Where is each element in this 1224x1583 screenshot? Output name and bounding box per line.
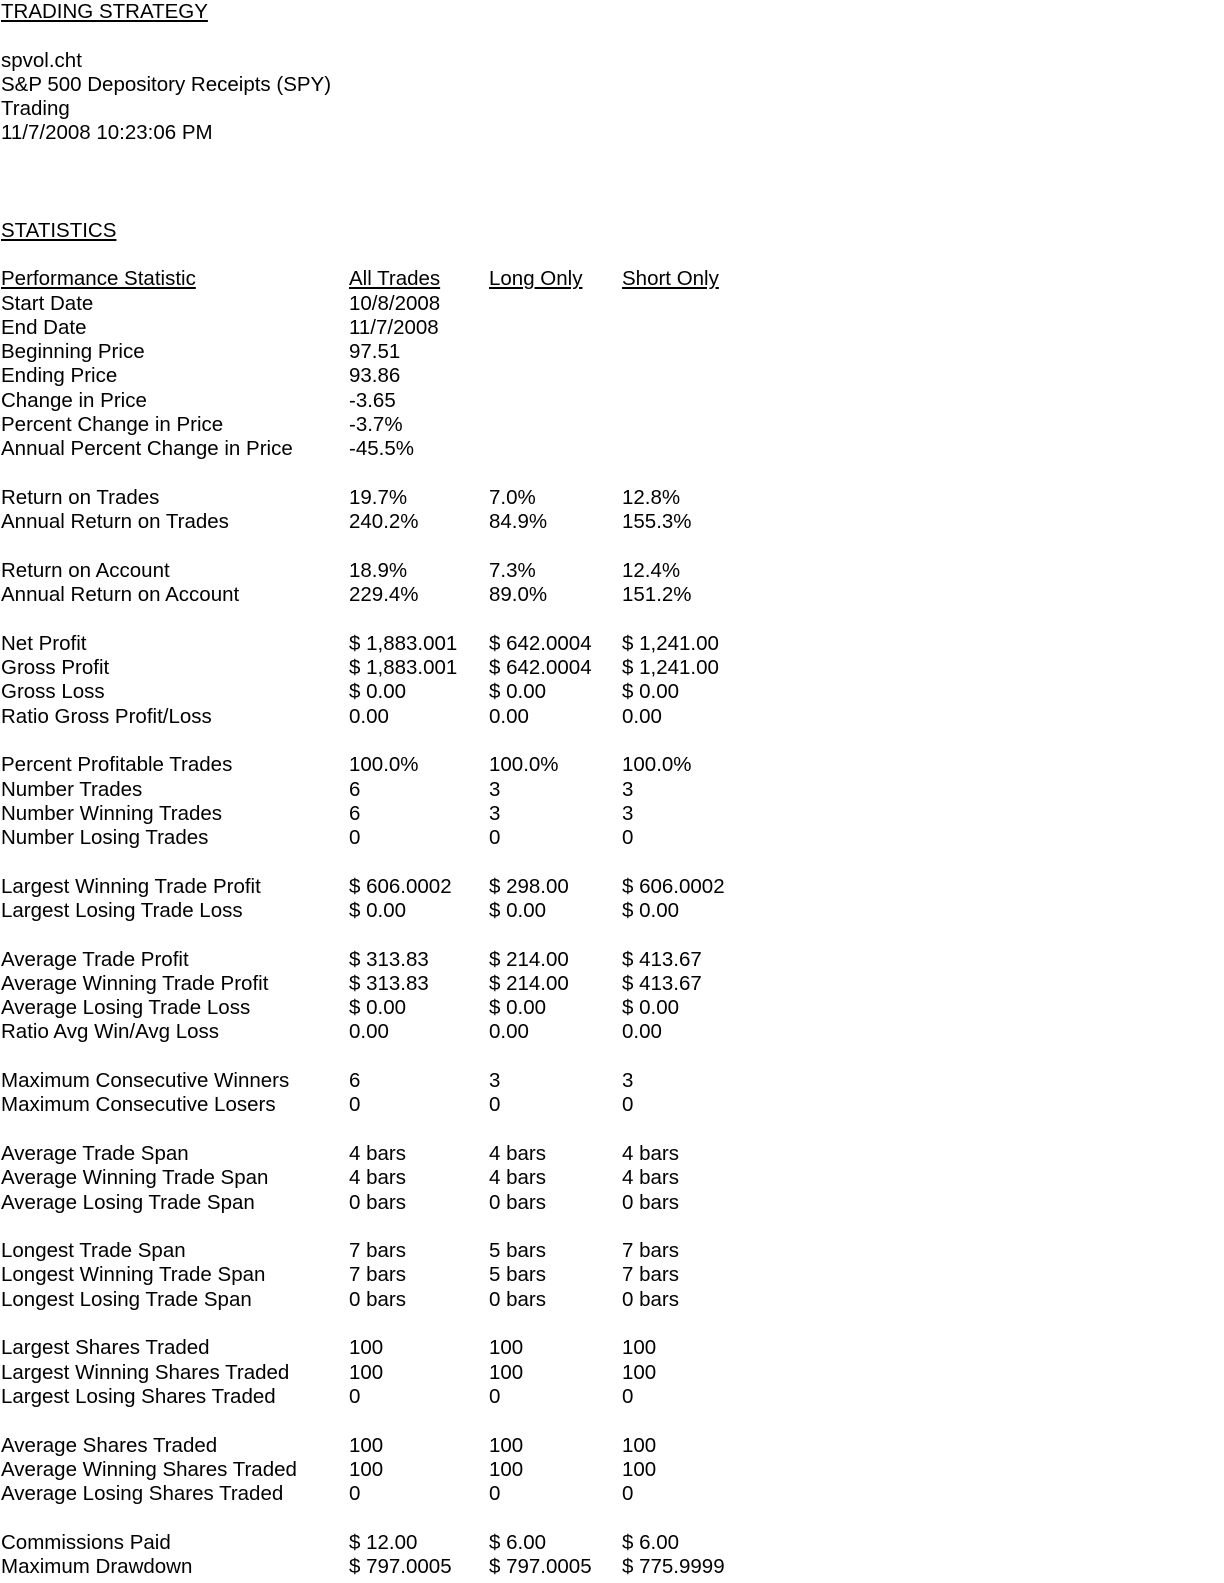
statistics-table-body: [1, 292, 1201, 1580]
statistics-row: [1, 1336, 1201, 1360]
all-trades-value: 0.00: [349, 704, 389, 728]
long-only-value: 0.00: [489, 1020, 529, 1044]
long-only-value: $ 6.00: [489, 1530, 546, 1554]
statistics-row: [1, 1166, 1201, 1190]
statistics-row: [1, 1555, 1201, 1579]
statistic-label: Average Losing Trade Loss: [1, 996, 251, 1020]
statistics-row: [1, 316, 1201, 340]
statistic-label: Average Winning Trade Profit: [1, 971, 269, 995]
all-trades-value: $ 0.00: [349, 898, 406, 922]
short-only-value: 12.4%: [622, 558, 681, 582]
all-trades-value: 100: [349, 1336, 384, 1360]
chart-file-name: spvol.cht: [1, 48, 82, 72]
long-only-value: 0.00: [489, 704, 529, 728]
long-only-value: 100: [489, 1457, 524, 1481]
statistics-row: [1, 948, 1201, 972]
statistics-row: [1, 972, 1201, 996]
short-only-value: 0 bars: [622, 1287, 679, 1311]
statistics-row: [1, 875, 1201, 899]
statistic-label: Gross Profit: [1, 656, 110, 680]
all-trades-value: 11/7/2008: [349, 315, 439, 339]
long-only-value: $ 0.00: [489, 680, 546, 704]
group-spacer: [1, 1409, 1201, 1433]
statistics-row: [1, 632, 1201, 656]
statistics-row: [1, 996, 1201, 1020]
all-trades-value: 6: [349, 801, 361, 825]
statistic-label: Average Winning Trade Span: [1, 1166, 269, 1190]
statistics-row: [1, 1020, 1201, 1044]
statistic-label: Average Winning Shares Traded: [1, 1457, 297, 1481]
statistics-row: [1, 802, 1201, 826]
short-only-value: 0: [622, 826, 634, 850]
long-only-value: 0: [489, 1384, 501, 1408]
short-only-value: $ 0.00: [622, 680, 679, 704]
statistics-row: [1, 1385, 1201, 1409]
group-spacer: [1, 1312, 1201, 1336]
statistic-label: Return on Trades: [1, 485, 160, 509]
all-trades-value: $ 1,883.001: [349, 656, 458, 680]
group-spacer: [1, 923, 1201, 947]
all-trades-value: $ 313.83: [349, 947, 429, 971]
all-trades-value: 97.51: [349, 340, 401, 364]
long-only-value: 5 bars: [489, 1263, 546, 1287]
all-trades-value: $ 12.00: [349, 1530, 418, 1554]
all-trades-value: 100: [349, 1457, 384, 1481]
all-trades-value: 0: [349, 1384, 361, 1408]
report-timestamp: 11/7/2008 10:23:06 PM: [1, 121, 213, 145]
all-trades-value: 7 bars: [349, 1239, 406, 1263]
short-only-value: $ 775.9999: [622, 1555, 725, 1578]
short-only-value: 0.00: [622, 704, 662, 728]
statistic-label: Average Losing Trade Span: [1, 1190, 255, 1214]
all-trades-value: 100: [349, 1433, 384, 1457]
column-header-long-only: Long Only: [489, 267, 583, 291]
short-only-value: 151.2%: [622, 583, 692, 607]
statistics-row: [1, 826, 1201, 850]
all-trades-value: $ 313.83: [349, 971, 429, 995]
short-only-value: 0 bars: [622, 1190, 679, 1214]
statistic-label: Percent Change in Price: [1, 413, 224, 437]
short-only-value: 0.00: [622, 1020, 662, 1044]
short-only-value: 4 bars: [622, 1166, 679, 1190]
short-only-value: $ 0.00: [622, 996, 679, 1020]
statistic-label: Largest Losing Shares Traded: [1, 1384, 276, 1408]
statistic-label: Largest Losing Trade Loss: [1, 898, 243, 922]
long-only-value: 0: [489, 1482, 501, 1506]
long-only-value: 3: [489, 1069, 501, 1093]
long-only-value: 3: [489, 777, 501, 801]
all-trades-value: -3.65: [349, 388, 396, 412]
group-spacer: [1, 462, 1201, 486]
all-trades-value: 6: [349, 1069, 361, 1093]
statistics-row: [1, 486, 1201, 510]
all-trades-value: 10/8/2008: [349, 291, 441, 315]
all-trades-value: 6: [349, 777, 361, 801]
long-only-value: $ 642.0004: [489, 656, 592, 680]
statistics-row: [1, 1482, 1201, 1506]
short-only-value: $ 606.0002: [622, 874, 725, 898]
group-spacer: [1, 535, 1201, 559]
all-trades-value: $ 797.0005: [349, 1555, 452, 1578]
statistics-row: [1, 705, 1201, 729]
statistic-label: Largest Winning Shares Traded: [1, 1360, 290, 1384]
statistics-row: [1, 1069, 1201, 1093]
statistics-row: [1, 583, 1201, 607]
short-only-value: $ 0.00: [622, 898, 679, 922]
statistic-label: Average Shares Traded: [1, 1433, 218, 1457]
statistics-section-title: STATISTICS: [1, 218, 117, 242]
statistic-label: Annual Return on Account: [1, 583, 240, 607]
long-only-value: 3: [489, 801, 501, 825]
short-only-value: 100: [622, 1360, 657, 1384]
statistics-row: [1, 340, 1201, 364]
group-spacer: [1, 850, 1201, 874]
short-only-value: 100: [622, 1433, 657, 1457]
spacer: [1, 243, 1201, 267]
statistic-label: Return on Account: [1, 558, 170, 582]
statistic-label: Ratio Avg Win/Avg Loss: [1, 1020, 220, 1044]
statistic-label: Number Losing Trades: [1, 826, 209, 850]
spacer: [1, 24, 1201, 48]
short-only-value: $ 413.67: [622, 971, 702, 995]
short-only-value: 155.3%: [622, 510, 692, 534]
short-only-value: 12.8%: [622, 485, 681, 509]
statistic-label: Change in Price: [1, 388, 147, 412]
long-only-value: 100: [489, 1336, 524, 1360]
long-only-value: $ 0.00: [489, 898, 546, 922]
long-only-value: 0 bars: [489, 1287, 546, 1311]
short-only-value: $ 413.67: [622, 947, 702, 971]
statistics-row: [1, 1531, 1201, 1555]
all-trades-value: $ 0.00: [349, 996, 406, 1020]
all-trades-value: 7 bars: [349, 1263, 406, 1287]
statistics-row: [1, 1142, 1201, 1166]
statistics-row: [1, 364, 1201, 388]
short-only-value: $ 6.00: [622, 1530, 679, 1554]
statistics-row: [1, 753, 1201, 777]
all-trades-value: 100.0%: [349, 753, 419, 777]
statistic-label: Annual Return on Trades: [1, 510, 229, 534]
long-only-value: 100: [489, 1360, 524, 1384]
statistic-label: Longest Winning Trade Span: [1, 1263, 266, 1287]
all-trades-value: 0: [349, 1093, 361, 1117]
long-only-value: $ 0.00: [489, 996, 546, 1020]
all-trades-value: 93.86: [349, 364, 401, 388]
long-only-value: $ 298.00: [489, 874, 569, 898]
report-page: [1, 0, 1201, 1579]
statistic-label: Maximum Consecutive Losers: [1, 1093, 276, 1117]
statistic-label: Start Date: [1, 291, 94, 315]
all-trades-value: 4 bars: [349, 1141, 406, 1165]
all-trades-value: $ 606.0002: [349, 874, 452, 898]
column-header-short-only: Short Only: [622, 267, 719, 291]
statistics-row: [1, 680, 1201, 704]
group-spacer: [1, 729, 1201, 753]
spacer: [1, 194, 1201, 218]
all-trades-value: 0 bars: [349, 1287, 406, 1311]
short-only-value: 7 bars: [622, 1263, 679, 1287]
statistic-label: Number Trades: [1, 777, 143, 801]
short-only-value: 0: [622, 1093, 634, 1117]
statistic-label: Commissions Paid: [1, 1530, 171, 1554]
statistics-row: [1, 1263, 1201, 1287]
statistic-label: Number Winning Trades: [1, 801, 223, 825]
report-mode: Trading: [1, 97, 70, 121]
statistic-label: Largest Shares Traded: [1, 1336, 210, 1360]
statistics-row: [1, 510, 1201, 534]
all-trades-value: 19.7%: [349, 485, 408, 509]
statistics-row: [1, 389, 1201, 413]
statistic-label: Percent Profitable Trades: [1, 753, 233, 777]
long-only-value: 5 bars: [489, 1239, 546, 1263]
statistic-label: Average Trade Span: [1, 1141, 189, 1165]
statistic-label: Gross Loss: [1, 680, 105, 704]
all-trades-value: 0 bars: [349, 1190, 406, 1214]
long-only-value: 100.0%: [489, 753, 559, 777]
all-trades-value: 100: [349, 1360, 384, 1384]
group-spacer: [1, 1118, 1201, 1142]
long-only-value: 0 bars: [489, 1190, 546, 1214]
short-only-value: 100.0%: [622, 753, 692, 777]
statistics-row: [1, 1191, 1201, 1215]
all-trades-value: 0: [349, 826, 361, 850]
statistic-label: Longest Trade Span: [1, 1239, 186, 1263]
column-header-statistic: Performance Statistic: [1, 267, 196, 291]
statistics-header-row: [1, 267, 1201, 291]
short-only-value: 100: [622, 1457, 657, 1481]
short-only-value: 0: [622, 1384, 634, 1408]
statistics-row: [1, 899, 1201, 923]
short-only-value: 0: [622, 1482, 634, 1506]
long-only-value: 7.3%: [489, 558, 536, 582]
long-only-value: 4 bars: [489, 1141, 546, 1165]
long-only-value: $ 797.0005: [489, 1555, 592, 1578]
statistic-label: Largest Winning Trade Profit: [1, 874, 261, 898]
short-only-value: 3: [622, 801, 634, 825]
long-only-value: $ 214.00: [489, 971, 569, 995]
statistics-row: [1, 413, 1201, 437]
statistics-row: [1, 1361, 1201, 1385]
short-only-value: 100: [622, 1336, 657, 1360]
statistic-label: Net Profit: [1, 631, 87, 655]
statistic-label: Annual Percent Change in Price: [1, 437, 293, 461]
statistics-row: [1, 437, 1201, 461]
short-only-value: $ 1,241.00: [622, 656, 719, 680]
statistic-label: Ending Price: [1, 364, 118, 388]
all-trades-value: $ 0.00: [349, 680, 406, 704]
all-trades-value: 0: [349, 1482, 361, 1506]
short-only-value: 3: [622, 777, 634, 801]
group-spacer: [1, 1506, 1201, 1530]
statistic-label: Average Losing Shares Traded: [1, 1482, 284, 1506]
long-only-value: 89.0%: [489, 583, 548, 607]
long-only-value: 4 bars: [489, 1166, 546, 1190]
statistics-row: [1, 1458, 1201, 1482]
statistics-row: [1, 778, 1201, 802]
all-trades-value: 4 bars: [349, 1166, 406, 1190]
statistic-label: Average Trade Profit: [1, 947, 189, 971]
all-trades-value: -3.7%: [349, 413, 403, 437]
long-only-value: $ 214.00: [489, 947, 569, 971]
short-only-value: $ 1,241.00: [622, 631, 719, 655]
group-spacer: [1, 1215, 1201, 1239]
report-title: TRADING STRATEGY: [1, 0, 208, 23]
statistics-row: [1, 1239, 1201, 1263]
statistics-row: [1, 1288, 1201, 1312]
short-only-value: 7 bars: [622, 1239, 679, 1263]
statistics-row: [1, 656, 1201, 680]
long-only-value: 100: [489, 1433, 524, 1457]
spacer: [1, 146, 1201, 170]
group-spacer: [1, 1045, 1201, 1069]
long-only-value: 7.0%: [489, 485, 536, 509]
all-trades-value: $ 1,883.001: [349, 631, 458, 655]
all-trades-value: -45.5%: [349, 437, 414, 461]
short-only-value: 4 bars: [622, 1141, 679, 1165]
long-only-value: 0: [489, 826, 501, 850]
all-trades-value: 0.00: [349, 1020, 389, 1044]
all-trades-value: 18.9%: [349, 558, 408, 582]
statistic-label: Beginning Price: [1, 340, 145, 364]
spacer: [1, 170, 1201, 194]
statistic-label: Longest Losing Trade Span: [1, 1287, 252, 1311]
statistic-label: End Date: [1, 315, 87, 339]
long-only-value: 84.9%: [489, 510, 548, 534]
statistic-label: Maximum Consecutive Winners: [1, 1069, 290, 1093]
all-trades-value: 229.4%: [349, 583, 419, 607]
group-spacer: [1, 607, 1201, 631]
statistic-label: Maximum Drawdown: [1, 1555, 193, 1578]
column-header-all-trades: All Trades: [349, 267, 441, 291]
short-only-value: 3: [622, 1069, 634, 1093]
statistics-row: [1, 559, 1201, 583]
long-only-value: $ 642.0004: [489, 631, 592, 655]
statistics-row: [1, 292, 1201, 316]
symbol-description: S&P 500 Depository Receipts (SPY): [1, 72, 332, 96]
statistics-row: [1, 1434, 1201, 1458]
statistics-row: [1, 1093, 1201, 1117]
all-trades-value: 240.2%: [349, 510, 419, 534]
long-only-value: 0: [489, 1093, 501, 1117]
statistic-label: Ratio Gross Profit/Loss: [1, 704, 212, 728]
